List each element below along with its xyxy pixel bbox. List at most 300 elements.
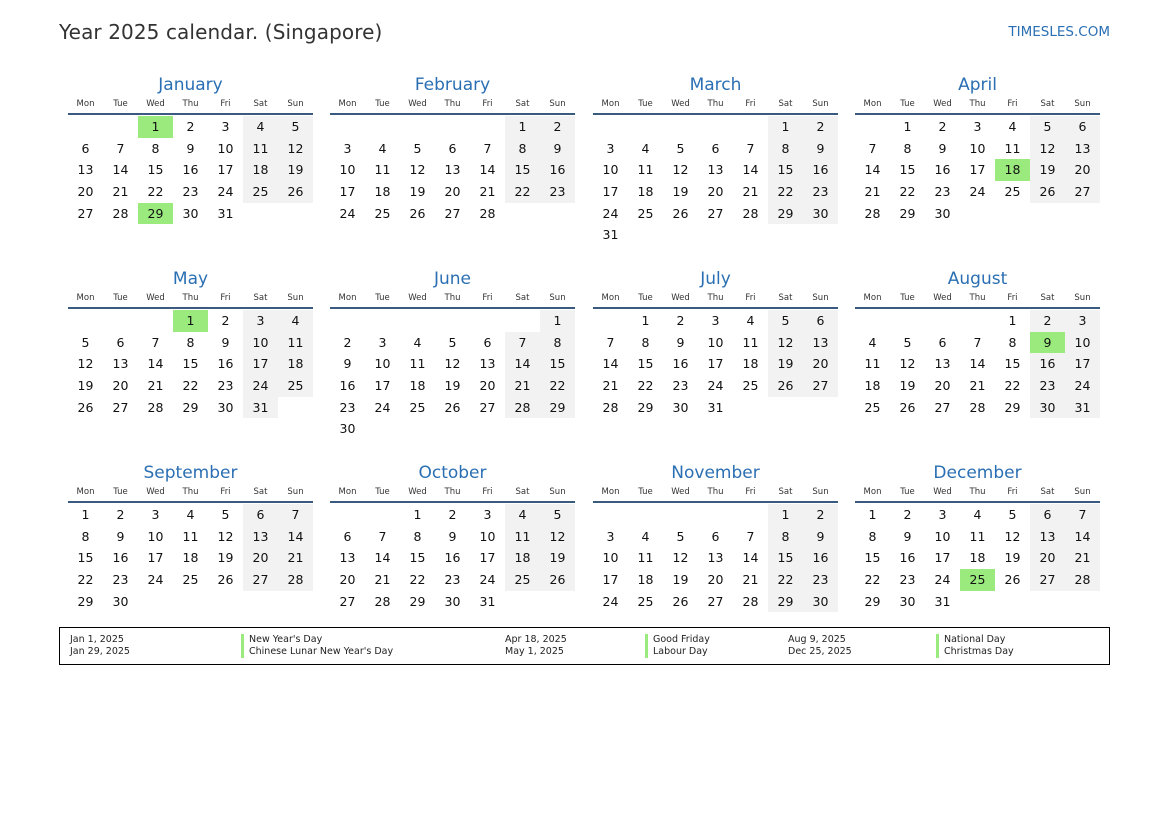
day-cell[interactable]: 5	[1008, 507, 1017, 522]
day-cell[interactable]: 14	[969, 356, 986, 372]
day-cell[interactable]: 15	[147, 162, 164, 178]
day-cell[interactable]: 30	[803, 203, 838, 225]
day-cell[interactable]: 17	[479, 550, 496, 566]
day-cell[interactable]: 14	[147, 356, 164, 372]
day-cell[interactable]: 24	[147, 572, 164, 588]
day-cell[interactable]: 1	[81, 507, 90, 522]
day-cell[interactable]: 19	[899, 378, 916, 394]
day-cell[interactable]: 12	[899, 356, 916, 372]
day-cell[interactable]: 22	[77, 572, 94, 588]
day-cell[interactable]: 27	[1065, 181, 1100, 203]
day-cell[interactable]: 12	[1030, 138, 1065, 160]
day-cell[interactable]: 23	[672, 378, 689, 394]
day-cell[interactable]: 12	[217, 528, 234, 544]
day-cell[interactable]: 22	[182, 378, 199, 394]
day-cell[interactable]: 5	[676, 140, 685, 156]
day-cell[interactable]: 22	[864, 572, 881, 588]
day-cell[interactable]: 28	[864, 205, 881, 221]
day-cell[interactable]: 15	[409, 550, 426, 566]
day-cell[interactable]: 10	[479, 528, 496, 544]
day-cell[interactable]: 31	[707, 399, 724, 415]
day-cell[interactable]: 30	[934, 205, 951, 221]
day-cell[interactable]: 21	[147, 378, 164, 394]
day-cell[interactable]: 4	[641, 528, 650, 544]
day-cell[interactable]: 17	[707, 356, 724, 372]
day-cell[interactable]: 7	[746, 528, 755, 544]
day-cell[interactable]: 1	[641, 313, 650, 328]
day-cell[interactable]: 13	[479, 356, 496, 372]
day-cell[interactable]: 8	[641, 334, 650, 350]
day-cell[interactable]: 2	[803, 116, 838, 138]
day-cell[interactable]: 21	[1065, 547, 1100, 569]
day-cell[interactable]: 15	[768, 547, 803, 569]
day-cell[interactable]: 3	[221, 119, 230, 134]
day-cell[interactable]: 17	[602, 184, 619, 200]
day-cell[interactable]: 28	[1065, 569, 1100, 591]
day-cell[interactable]: 18	[637, 184, 654, 200]
day-cell[interactable]: 11	[1004, 140, 1021, 156]
day-cell[interactable]: 29	[138, 203, 173, 225]
day-cell[interactable]: 30	[217, 399, 234, 415]
day-cell[interactable]: 25	[409, 399, 426, 415]
day-cell[interactable]: 19	[672, 184, 689, 200]
day-cell[interactable]: 29	[899, 205, 916, 221]
day-cell[interactable]: 15	[637, 356, 654, 372]
day-cell[interactable]: 19	[278, 159, 313, 181]
day-cell[interactable]: 27	[934, 399, 951, 415]
day-cell[interactable]: 9	[803, 526, 838, 548]
day-cell[interactable]: 30	[444, 593, 461, 609]
day-cell[interactable]: 19	[217, 550, 234, 566]
day-cell[interactable]: 16	[934, 162, 951, 178]
day-cell[interactable]: 3	[1065, 310, 1100, 332]
day-cell[interactable]: 10	[243, 332, 278, 354]
day-cell[interactable]: 31	[217, 205, 234, 221]
day-cell[interactable]: 7	[606, 334, 615, 350]
day-cell[interactable]: 23	[899, 572, 916, 588]
day-cell[interactable]: 24	[969, 184, 986, 200]
day-cell[interactable]: 30	[899, 593, 916, 609]
day-cell[interactable]: 27	[707, 205, 724, 221]
day-cell[interactable]: 18	[742, 356, 759, 372]
day-cell[interactable]: 15	[864, 550, 881, 566]
day-cell[interactable]: 22	[899, 184, 916, 200]
day-cell[interactable]: 13	[1030, 526, 1065, 548]
day-cell[interactable]: 6	[483, 334, 492, 350]
day-cell[interactable]: 20	[707, 572, 724, 588]
day-cell[interactable]: 23	[339, 399, 356, 415]
day-cell[interactable]: 26	[899, 399, 916, 415]
day-cell[interactable]: 6	[243, 504, 278, 526]
day-cell[interactable]: 9	[938, 140, 947, 156]
day-cell[interactable]: 7	[746, 140, 755, 156]
day-cell[interactable]: 2	[903, 507, 912, 522]
day-cell[interactable]: 9	[1030, 332, 1065, 354]
day-cell[interactable]: 9	[116, 528, 125, 544]
day-cell[interactable]: 15	[505, 159, 540, 181]
day-cell[interactable]: 29	[768, 203, 803, 225]
day-cell[interactable]: 2	[116, 507, 125, 522]
day-cell[interactable]: 12	[278, 138, 313, 160]
day-cell[interactable]: 1	[138, 116, 173, 138]
day-cell[interactable]: 25	[742, 378, 759, 394]
day-cell[interactable]: 25	[278, 375, 313, 397]
day-cell[interactable]: 16	[803, 547, 838, 569]
day-cell[interactable]: 28	[112, 205, 129, 221]
day-cell[interactable]: 26	[409, 205, 426, 221]
day-cell[interactable]: 27	[243, 569, 278, 591]
day-cell[interactable]: 31	[602, 227, 619, 243]
day-cell[interactable]: 1	[413, 507, 422, 522]
day-cell[interactable]: 22	[768, 181, 803, 203]
day-cell[interactable]: 27	[444, 205, 461, 221]
day-cell[interactable]: 2	[448, 507, 457, 522]
day-cell[interactable]: 12	[768, 332, 803, 354]
day-cell[interactable]: 9	[803, 138, 838, 160]
day-cell[interactable]: 26	[672, 593, 689, 609]
day-cell[interactable]: 27	[479, 399, 496, 415]
day-cell[interactable]: 10	[374, 356, 391, 372]
day-cell[interactable]: 21	[602, 378, 619, 394]
day-cell[interactable]: 28	[742, 593, 759, 609]
day-cell[interactable]: 11	[243, 138, 278, 160]
day-cell[interactable]: 29	[77, 593, 94, 609]
day-cell[interactable]: 20	[112, 378, 129, 394]
day-cell[interactable]: 8	[151, 140, 160, 156]
day-cell[interactable]: 6	[803, 310, 838, 332]
day-cell[interactable]: 16	[112, 550, 129, 566]
day-cell[interactable]: 12	[540, 526, 575, 548]
day-cell[interactable]: 3	[151, 507, 160, 522]
day-cell[interactable]: 7	[378, 528, 387, 544]
day-cell[interactable]: 20	[934, 378, 951, 394]
day-cell[interactable]: 9	[903, 528, 912, 544]
day-cell[interactable]: 13	[444, 162, 461, 178]
day-cell[interactable]: 24	[707, 378, 724, 394]
day-cell[interactable]: 28	[374, 593, 391, 609]
day-cell[interactable]: 27	[1030, 569, 1065, 591]
day-cell[interactable]: 1	[540, 310, 575, 332]
day-cell[interactable]: 18	[637, 572, 654, 588]
day-cell[interactable]: 10	[1065, 332, 1100, 354]
day-cell[interactable]: 7	[116, 140, 125, 156]
day-cell[interactable]: 4	[243, 116, 278, 138]
day-cell[interactable]: 1	[768, 116, 803, 138]
day-cell[interactable]: 15	[899, 162, 916, 178]
day-cell[interactable]: 4	[973, 507, 982, 522]
day-cell[interactable]: 12	[672, 162, 689, 178]
day-cell[interactable]: 11	[278, 332, 313, 354]
day-cell[interactable]: 31	[1065, 397, 1100, 419]
day-cell[interactable]: 18	[995, 159, 1030, 181]
day-cell[interactable]: 26	[672, 205, 689, 221]
day-cell[interactable]: 14	[479, 162, 496, 178]
day-cell[interactable]: 9	[343, 356, 352, 372]
day-cell[interactable]: 28	[505, 397, 540, 419]
day-cell[interactable]: 23	[803, 181, 838, 203]
day-cell[interactable]: 23	[112, 572, 129, 588]
day-cell[interactable]: 14	[112, 162, 129, 178]
day-cell[interactable]: 24	[1065, 375, 1100, 397]
day-cell[interactable]: 29	[1004, 399, 1021, 415]
day-cell[interactable]: 20	[339, 572, 356, 588]
day-cell[interactable]: 19	[768, 353, 803, 375]
day-cell[interactable]: 25	[960, 569, 995, 591]
day-cell[interactable]: 1	[768, 504, 803, 526]
day-cell[interactable]: 10	[707, 334, 724, 350]
day-cell[interactable]: 21	[479, 184, 496, 200]
day-cell[interactable]: 11	[505, 526, 540, 548]
day-cell[interactable]: 27	[803, 375, 838, 397]
day-cell[interactable]: 3	[243, 310, 278, 332]
day-cell[interactable]: 20	[803, 353, 838, 375]
day-cell[interactable]: 8	[505, 138, 540, 160]
day-cell[interactable]: 19	[77, 378, 94, 394]
day-cell[interactable]: 12	[1004, 528, 1021, 544]
day-cell[interactable]: 1	[505, 116, 540, 138]
day-cell[interactable]: 9	[448, 528, 457, 544]
day-cell[interactable]: 14	[742, 550, 759, 566]
day-cell[interactable]: 23	[540, 181, 575, 203]
day-cell[interactable]: 20	[707, 184, 724, 200]
day-cell[interactable]: 17	[339, 184, 356, 200]
day-cell[interactable]: 16	[217, 356, 234, 372]
day-cell[interactable]: 7	[868, 140, 877, 156]
day-cell[interactable]: 7	[1065, 504, 1100, 526]
day-cell[interactable]: 1	[903, 119, 912, 134]
day-cell[interactable]: 26	[540, 569, 575, 591]
day-cell[interactable]: 15	[768, 159, 803, 181]
day-cell[interactable]: 13	[112, 356, 129, 372]
day-cell[interactable]: 23	[217, 378, 234, 394]
day-cell[interactable]: 22	[147, 184, 164, 200]
day-cell[interactable]: 10	[969, 140, 986, 156]
day-cell[interactable]: 30	[182, 205, 199, 221]
day-cell[interactable]: 5	[278, 116, 313, 138]
day-cell[interactable]: 12	[444, 356, 461, 372]
day-cell[interactable]: 13	[77, 162, 94, 178]
day-cell[interactable]: 3	[343, 140, 352, 156]
day-cell[interactable]: 18	[505, 547, 540, 569]
day-cell[interactable]: 20	[479, 378, 496, 394]
day-cell[interactable]: 4	[1008, 119, 1017, 134]
day-cell[interactable]: 10	[934, 528, 951, 544]
day-cell[interactable]: 8	[81, 528, 90, 544]
day-cell[interactable]: 22	[768, 569, 803, 591]
day-cell[interactable]: 18	[864, 378, 881, 394]
day-cell[interactable]: 6	[1065, 116, 1100, 138]
day-cell[interactable]: 23	[182, 184, 199, 200]
day-cell[interactable]: 4	[378, 140, 387, 156]
day-cell[interactable]: 15	[1004, 356, 1021, 372]
day-cell[interactable]: 15	[182, 356, 199, 372]
day-cell[interactable]: 17	[934, 550, 951, 566]
day-cell[interactable]: 26	[444, 399, 461, 415]
day-cell[interactable]: 7	[483, 140, 492, 156]
day-cell[interactable]: 25	[374, 205, 391, 221]
day-cell[interactable]: 5	[221, 507, 230, 522]
day-cell[interactable]: 1	[173, 310, 208, 332]
day-cell[interactable]: 21	[864, 184, 881, 200]
day-cell[interactable]: 5	[903, 334, 912, 350]
day-cell[interactable]: 14	[602, 356, 619, 372]
day-cell[interactable]: 4	[413, 334, 422, 350]
day-cell[interactable]: 30	[339, 421, 356, 437]
day-cell[interactable]: 14	[1065, 526, 1100, 548]
day-cell[interactable]: 4	[278, 310, 313, 332]
day-cell[interactable]: 30	[112, 593, 129, 609]
day-cell[interactable]: 27	[339, 593, 356, 609]
day-cell[interactable]: 25	[505, 569, 540, 591]
day-cell[interactable]: 6	[343, 528, 352, 544]
day-cell[interactable]: 10	[602, 162, 619, 178]
day-cell[interactable]: 16	[1030, 353, 1065, 375]
day-cell[interactable]: 11	[182, 528, 199, 544]
day-cell[interactable]: 3	[606, 528, 615, 544]
day-cell[interactable]: 10	[147, 528, 164, 544]
day-cell[interactable]: 25	[637, 205, 654, 221]
day-cell[interactable]: 22	[1004, 378, 1021, 394]
day-cell[interactable]: 6	[116, 334, 125, 350]
day-cell[interactable]: 19	[672, 572, 689, 588]
day-cell[interactable]: 30	[1030, 397, 1065, 419]
day-cell[interactable]: 8	[413, 528, 422, 544]
day-cell[interactable]: 28	[969, 399, 986, 415]
day-cell[interactable]: 21	[505, 375, 540, 397]
day-cell[interactable]: 1	[868, 507, 877, 522]
day-cell[interactable]: 4	[641, 140, 650, 156]
day-cell[interactable]: 29	[637, 399, 654, 415]
day-cell[interactable]: 21	[742, 572, 759, 588]
day-cell[interactable]: 20	[243, 547, 278, 569]
day-cell[interactable]: 21	[969, 378, 986, 394]
day-cell[interactable]: 7	[278, 504, 313, 526]
day-cell[interactable]: 19	[1030, 159, 1065, 181]
day-cell[interactable]: 3	[606, 140, 615, 156]
day-cell[interactable]: 6	[448, 140, 457, 156]
day-cell[interactable]: 26	[77, 399, 94, 415]
day-cell[interactable]: 13	[1065, 138, 1100, 160]
day-cell[interactable]: 8	[868, 528, 877, 544]
day-cell[interactable]: 12	[672, 550, 689, 566]
day-cell[interactable]: 29	[768, 591, 803, 613]
day-cell[interactable]: 8	[903, 140, 912, 156]
day-cell[interactable]: 25	[1004, 184, 1021, 200]
day-cell[interactable]: 3	[483, 507, 492, 522]
day-cell[interactable]: 13	[339, 550, 356, 566]
day-cell[interactable]: 17	[243, 353, 278, 375]
day-cell[interactable]: 3	[938, 507, 947, 522]
day-cell[interactable]: 24	[374, 399, 391, 415]
day-cell[interactable]: 21	[374, 572, 391, 588]
day-cell[interactable]: 2	[1030, 310, 1065, 332]
day-cell[interactable]: 22	[409, 572, 426, 588]
day-cell[interactable]: 8	[186, 334, 195, 350]
day-cell[interactable]: 14	[505, 353, 540, 375]
day-cell[interactable]: 30	[803, 591, 838, 613]
day-cell[interactable]: 16	[899, 550, 916, 566]
day-cell[interactable]: 29	[540, 397, 575, 419]
day-cell[interactable]: 14	[374, 550, 391, 566]
day-cell[interactable]: 18	[409, 378, 426, 394]
day-cell[interactable]: 24	[479, 572, 496, 588]
day-cell[interactable]: 20	[77, 184, 94, 200]
day-cell[interactable]: 2	[221, 313, 230, 328]
day-cell[interactable]: 19	[1004, 550, 1021, 566]
day-cell[interactable]: 29	[182, 399, 199, 415]
day-cell[interactable]: 26	[217, 572, 234, 588]
day-cell[interactable]: 22	[540, 375, 575, 397]
brand-link[interactable]: TIMESLES.COM	[1008, 24, 1110, 40]
day-cell[interactable]: 9	[540, 138, 575, 160]
day-cell[interactable]: 7	[505, 332, 540, 354]
day-cell[interactable]: 10	[602, 550, 619, 566]
day-cell[interactable]: 27	[77, 205, 94, 221]
day-cell[interactable]: 13	[243, 526, 278, 548]
day-cell[interactable]: 9	[221, 334, 230, 350]
day-cell[interactable]: 21	[742, 184, 759, 200]
day-cell[interactable]: 24	[602, 593, 619, 609]
day-cell[interactable]: 16	[182, 162, 199, 178]
day-cell[interactable]: 8	[768, 526, 803, 548]
day-cell[interactable]: 23	[803, 569, 838, 591]
day-cell[interactable]: 25	[637, 593, 654, 609]
day-cell[interactable]: 19	[444, 378, 461, 394]
day-cell[interactable]: 6	[938, 334, 947, 350]
day-cell[interactable]: 2	[186, 119, 195, 134]
day-cell[interactable]: 9	[676, 334, 685, 350]
day-cell[interactable]: 5	[413, 140, 422, 156]
day-cell[interactable]: 12	[409, 162, 426, 178]
day-cell[interactable]: 25	[182, 572, 199, 588]
day-cell[interactable]: 19	[540, 547, 575, 569]
day-cell[interactable]: 5	[676, 528, 685, 544]
day-cell[interactable]: 8	[768, 138, 803, 160]
day-cell[interactable]: 13	[707, 162, 724, 178]
day-cell[interactable]: 20	[1030, 547, 1065, 569]
day-cell[interactable]: 4	[868, 334, 877, 350]
day-cell[interactable]: 15	[77, 550, 94, 566]
day-cell[interactable]: 3	[711, 313, 720, 328]
day-cell[interactable]: 17	[374, 378, 391, 394]
day-cell[interactable]: 5	[540, 504, 575, 526]
day-cell[interactable]: 13	[803, 332, 838, 354]
day-cell[interactable]: 21	[112, 184, 129, 200]
day-cell[interactable]: 8	[540, 332, 575, 354]
day-cell[interactable]: 25	[864, 399, 881, 415]
day-cell[interactable]: 17	[602, 572, 619, 588]
day-cell[interactable]: 17	[217, 162, 234, 178]
day-cell[interactable]: 31	[243, 397, 278, 419]
day-cell[interactable]: 24	[934, 572, 951, 588]
day-cell[interactable]: 28	[278, 569, 313, 591]
day-cell[interactable]: 10	[339, 162, 356, 178]
day-cell[interactable]: 24	[339, 205, 356, 221]
day-cell[interactable]: 2	[676, 313, 685, 328]
day-cell[interactable]: 29	[409, 593, 426, 609]
day-cell[interactable]: 18	[374, 184, 391, 200]
day-cell[interactable]: 16	[672, 356, 689, 372]
day-cell[interactable]: 21	[278, 547, 313, 569]
day-cell[interactable]: 2	[938, 119, 947, 134]
day-cell[interactable]: 14	[864, 162, 881, 178]
day-cell[interactable]: 29	[864, 593, 881, 609]
day-cell[interactable]: 4	[505, 504, 540, 526]
day-cell[interactable]: 18	[278, 353, 313, 375]
day-cell[interactable]: 11	[742, 334, 759, 350]
day-cell[interactable]: 23	[444, 572, 461, 588]
day-cell[interactable]: 6	[711, 528, 720, 544]
